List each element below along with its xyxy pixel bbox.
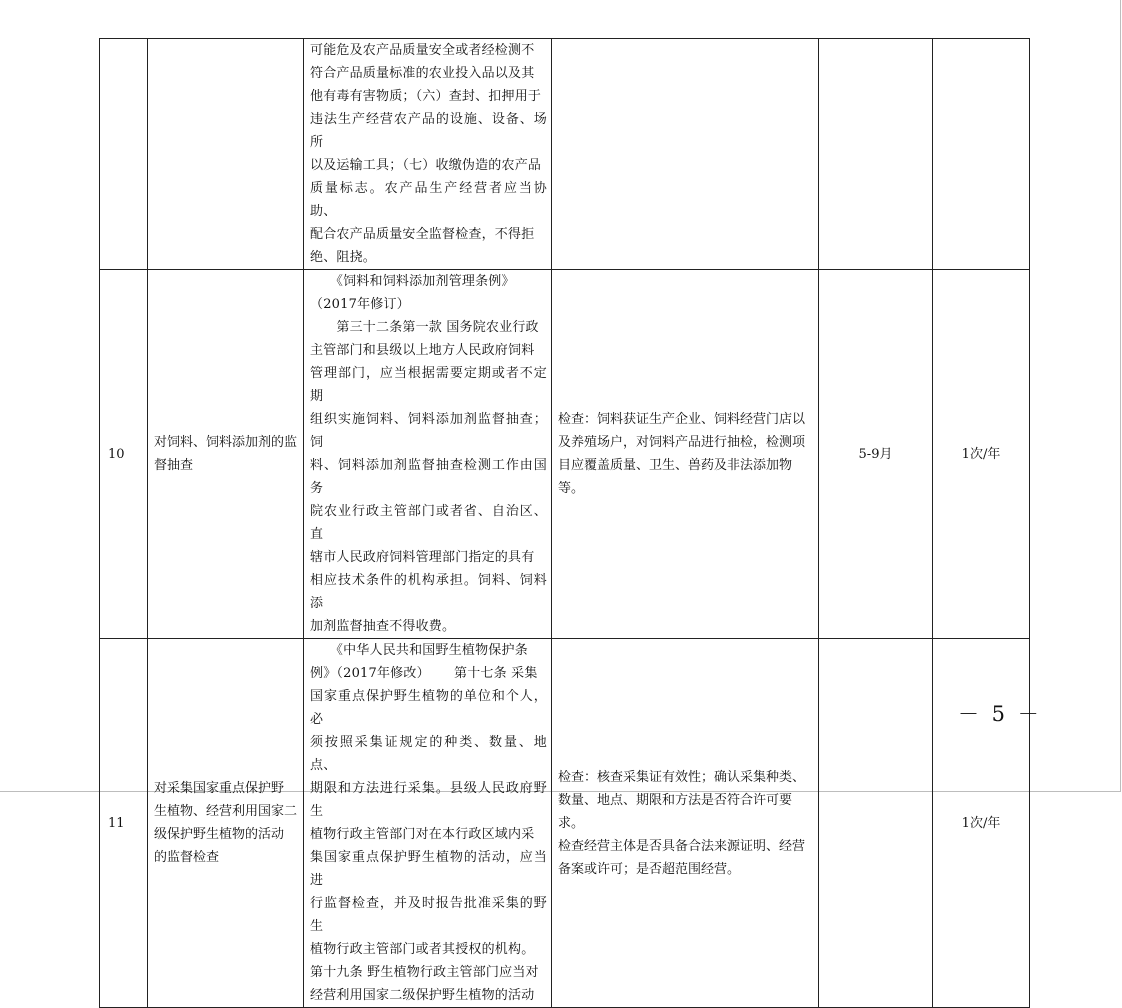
time-cell bbox=[819, 270, 933, 639]
basis-text: 《饲料和饲料添加剂管理条例》 （2017年修订） 第三十二条第一款 国务院农业行政 主管部门和县级以上地方人民政府饲料 管理部门，应当根据需要定期或者不定期 组织实施饲料、饲料添加剂监督抽查；饲 料、饲料添加剂监督抽查检测工作由国务 院农业行政主管部门或者省、自治区、直 辖市人民政府饲料管理部门指定的具有 相应技术条件的机构承担。饲料、饲料添 加剂监督抽查不得收费。 bbox=[310, 274, 547, 634]
basis-cell bbox=[304, 639, 552, 1008]
item-cell bbox=[148, 39, 304, 270]
freq-cell bbox=[933, 639, 1030, 1008]
basis-cell bbox=[304, 39, 552, 270]
basis-cell bbox=[304, 270, 552, 639]
content-text: 检查：核查采集证有效性；确认采集种类、 数量、地点、期限和方法是否符合许可要求。 检查经营主体是否具备合法来源证明、经营 备案或许可；是否超范围经营。 bbox=[558, 769, 806, 877]
row-number: 10 bbox=[108, 446, 125, 462]
freq-text: 1次/年 bbox=[961, 446, 1001, 462]
freq-cell bbox=[933, 270, 1030, 639]
table-row bbox=[100, 39, 1030, 270]
freq-text: 1次/年 bbox=[961, 815, 1001, 831]
time-text: 5-9月 bbox=[858, 446, 893, 462]
item-cell bbox=[148, 639, 304, 1008]
item-text: 对采集国家重点保护野 生植物、经营利用国家二 级保护野生植物的活动 的监督检查 bbox=[154, 781, 298, 865]
content-text: 检查：饲料获证生产企业、饲料经营门店以 及养殖场户，对饲料产品进行抽检，检测项 目应覆盖质量、卫生、兽药及非法添加物等。 bbox=[558, 412, 806, 496]
row-number-cell bbox=[100, 39, 148, 270]
time-cell bbox=[819, 639, 933, 1008]
freq-cell bbox=[933, 39, 1030, 270]
inspection-table bbox=[99, 38, 1030, 1008]
row-number: 11 bbox=[108, 815, 125, 831]
basis-text: 《中华人民共和国野生植物保护条 例》（2017年修改） 第十七条 采集 国家重点保护野生植物的单位和个人，必 须按照采集证规定的种类、数量、地点、 期限和方法进行采集。县级人民政府野生 植物行政主管部门对在本行政区域内采 集国家重点保护野生植物的活动，应当进 行监督检查，并及时报告批准采集的野生 植物行政主管部门或者其授权的机构。 第十九条 野生植物行政主管部门应当对 经营利用国家二级保护野生植物的活动 bbox=[310, 643, 547, 1003]
content-cell bbox=[552, 39, 819, 270]
item-cell bbox=[148, 270, 304, 639]
time-cell bbox=[819, 39, 933, 270]
row-number-cell bbox=[100, 270, 148, 639]
content-cell bbox=[552, 639, 819, 1008]
page-number: － 5 － bbox=[958, 702, 1042, 726]
table-row bbox=[100, 270, 1030, 639]
row-number-cell bbox=[100, 639, 148, 1008]
content-cell bbox=[552, 270, 819, 639]
basis-text: 可能危及农产品质量安全或者经检测不 符合产品质量标准的农业投入品以及其 他有毒有害物质；（六）查封、扣押用于 违法生产经营农产品的设施、设备、场所 以及运输工具；（七）收缴伪造的农产品 质量标志。农产品生产经营者应当协助、 配合农产品质量安全监督检查，不得拒 绝、阻挠。 bbox=[310, 43, 547, 265]
table-row bbox=[100, 639, 1030, 1008]
item-text: 对饲料、饲料添加剂的监 督抽查 bbox=[154, 435, 298, 473]
